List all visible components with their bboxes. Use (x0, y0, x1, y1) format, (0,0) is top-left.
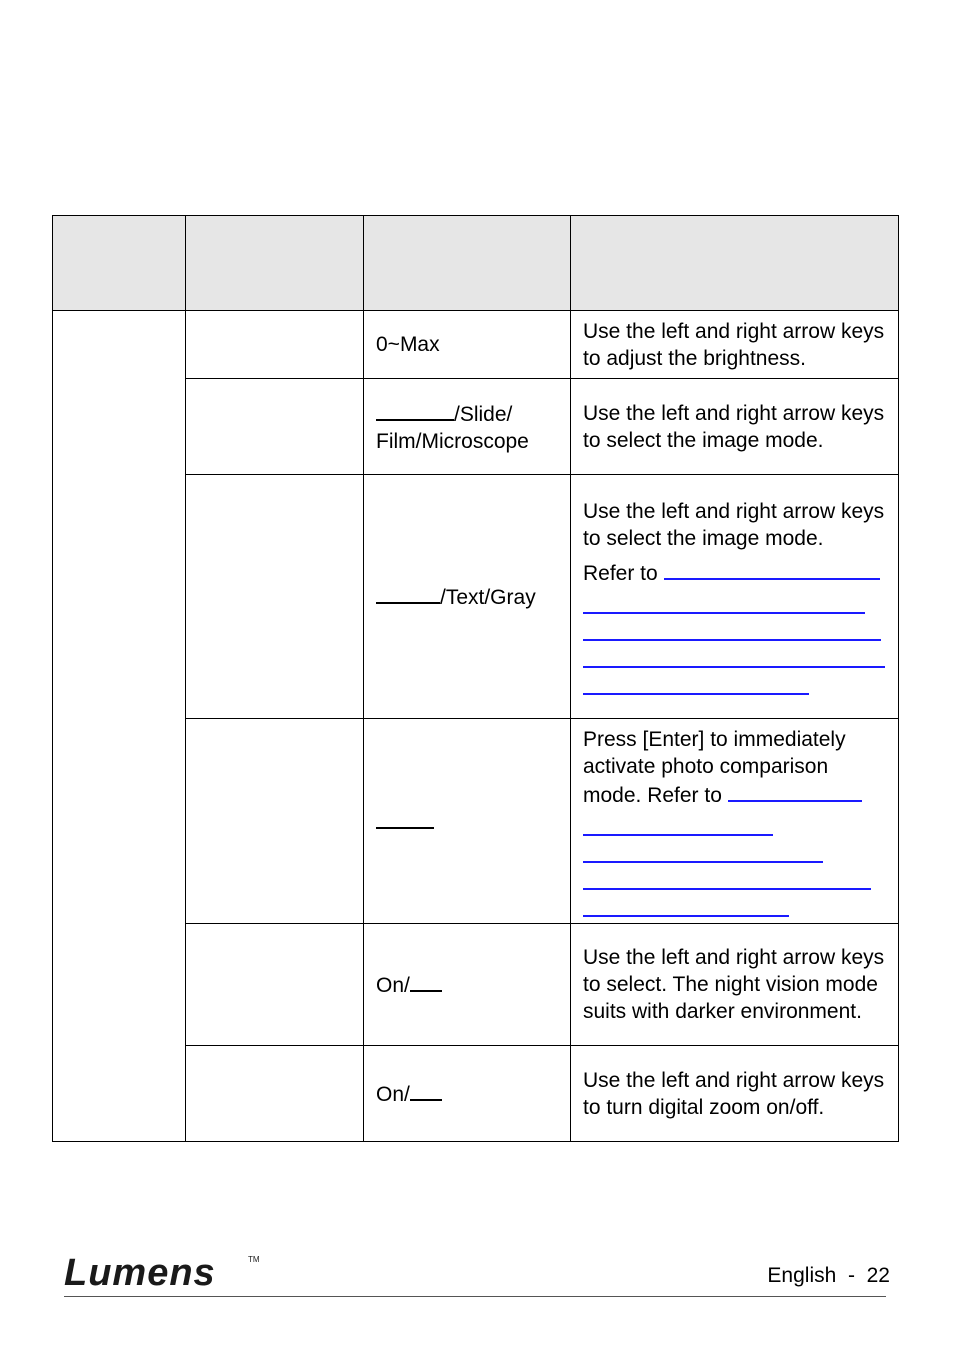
setting-text: /Text/Gray (440, 586, 536, 609)
header-cell-2nd-level (186, 216, 364, 311)
footer-divider (64, 1296, 886, 1297)
page-number-label: English - 22 (767, 1264, 890, 1287)
description-text: Use the left and right arrow keys to select the image mode. (583, 500, 885, 550)
setting-value (364, 719, 571, 924)
setting-text: On/ (376, 974, 410, 997)
missing-text-blank (410, 970, 442, 992)
second-level-menu-cell (186, 719, 364, 924)
missing-text-blank (376, 582, 440, 604)
settings-table (52, 215, 899, 1142)
setting-value (364, 475, 571, 719)
description-cell (571, 475, 899, 719)
missing-text-blank (376, 807, 434, 829)
cross-reference-link-line[interactable] (583, 890, 789, 917)
description-cell (571, 719, 899, 924)
header-cell-3rd-level (364, 216, 571, 311)
refer-to-text: Refer to (583, 562, 658, 585)
header-cell-function (571, 216, 899, 311)
second-level-menu-cell (186, 379, 364, 475)
cross-reference-link-line[interactable] (583, 587, 865, 614)
refer-to-line (583, 558, 890, 587)
setting-text-line2: Film/Microscope (376, 429, 529, 453)
setting-value (364, 311, 571, 379)
setting-value (364, 924, 571, 1046)
description-text: Press [Enter] to immediately activate photo comparison mode. Refer to (583, 727, 846, 807)
setting-text: /Slide/ (454, 402, 513, 426)
missing-text-blank (410, 1079, 442, 1101)
cross-reference-link-line[interactable] (583, 809, 773, 836)
description-cell (571, 1046, 899, 1142)
setting-text: 0~Max (376, 333, 440, 356)
cross-reference-link[interactable] (728, 780, 862, 802)
first-level-menu-cell (53, 311, 186, 1142)
description-text: Use the left and right arrow keys to turn digital zoom on/off. (583, 1068, 885, 1119)
setting-value (364, 379, 571, 475)
setting-text: On/ (376, 1083, 410, 1106)
second-level-menu-cell (186, 475, 364, 719)
lumens-logo (62, 1250, 262, 1294)
description-text: Use the left and right arrow keys to adjust the brightness. (583, 319, 885, 370)
setting-value (364, 1046, 571, 1142)
description-cell (571, 379, 899, 475)
description-text: Use the left and right arrow keys to select. The night vision mode suits with darker environment. (583, 946, 885, 1023)
cross-reference-link-line[interactable] (583, 863, 871, 890)
second-level-menu-cell (186, 1046, 364, 1142)
second-level-menu-cell (186, 924, 364, 1046)
missing-text-blank (376, 399, 454, 421)
second-level-menu-cell (186, 311, 364, 379)
table-row (53, 311, 899, 379)
cross-reference-link-line[interactable] (583, 668, 809, 695)
cross-reference-link-line[interactable] (583, 614, 881, 641)
header-cell-1st-level (53, 216, 186, 311)
description-cell (571, 311, 899, 379)
table-header-row (53, 216, 899, 311)
logo-trademark: TM (248, 1255, 260, 1264)
description-text: Use the left and right arrow keys to select the image mode. (583, 401, 885, 452)
cross-reference-link[interactable] (664, 558, 880, 580)
description-cell (571, 924, 899, 1046)
cross-reference-link-line[interactable] (583, 836, 823, 863)
cross-reference-link-line[interactable] (583, 641, 885, 668)
logo-wordmark: Lumens (64, 1252, 216, 1294)
